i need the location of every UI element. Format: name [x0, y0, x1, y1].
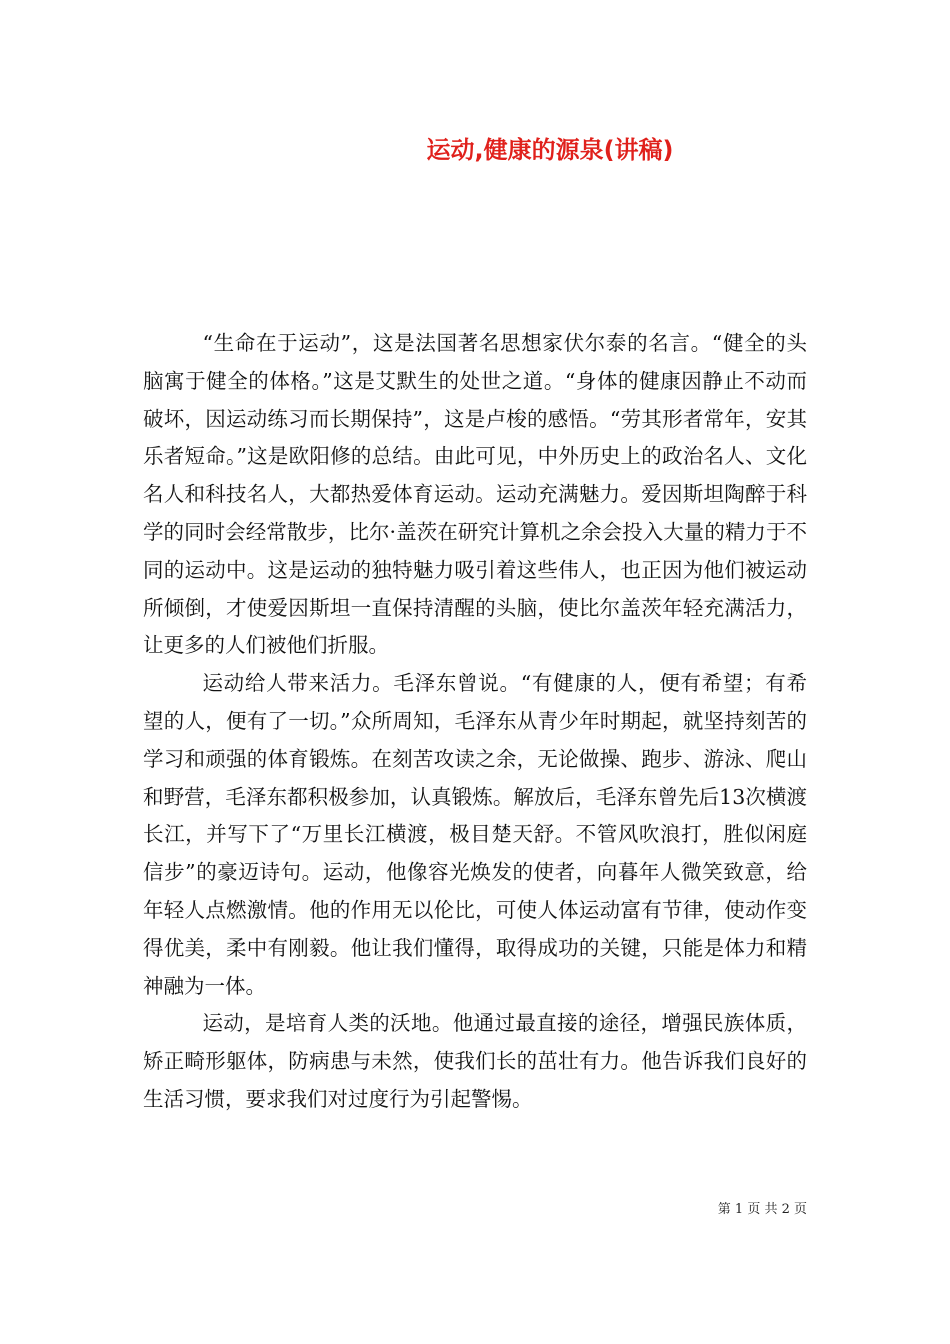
paragraph-3: 运动，是培育人类的沃地。他通过最直接的途径，增强民族体质，矫正畸形躯体，防病患与未然，使我们长的茁壮有力。他告诉我们良好的生活习惯，要求我们对过度行为引起警惕。	[143, 1011, 807, 1111]
page-title: 运动,健康的源泉(讲稿)	[426, 136, 674, 164]
paragraph-1: “生命在于运动”，这是法国著名思想家伏尔泰的名言。“健全的头脑寓于健全的体格。”这是艾默生的处世之道。“身体的健康因静止不动而破坏，因运动练习而长期保持”，这是卢梭的感悟。“劳其形者常年，安其乐者短命。”这是欧阳修的总结。由此可见，中外历史上的政治名人、文化名人和科技名人，大都热爱体育运动。运动充满魅力。爱因斯坦陶醉于科学的同时会经常散步，比尔·盖茨在研究计算机之余会投入大量的精力于不同的运动中。这是运动的独特魅力吸引着这些伟人，也正因为他们被运动所倾倒，才使爱因斯坦一直保持清醒的头脑，使比尔盖茨年轻充满活力，让更多的人们被他们折服。	[143, 331, 807, 658]
paragraph-2: 运动给人带来活力。毛泽东曾说。“有健康的人，便有希望；有希望的人，便有了一切。”众所周知，毛泽东从青少年时期起，就坚持刻苦的学习和顽强的体育锻炼。在刻苦攻读之余，无论做操、跑步、游泳、爬山和野营，毛泽东都积极参加，认真锻炼。解放后，毛泽东曾先后13次横渡长江，并写下了“万里长江横渡，极目楚天舒。不管风吹浪打，胜似闲庭信步”的豪迈诗句。运动，他像容光焕发的使者，向暮年人微笑致意，给年轻人点燃激情。他的作用无以伦比，可使人体运动富有节律，使动作变得优美，柔中有刚毅。他让我们懂得，取得成功的关键，只能是体力和精神融为一体。	[143, 671, 807, 998]
page-number: 第 1 页 共 2 页	[717, 1202, 807, 1217]
body-text	[143, 325, 807, 1119]
